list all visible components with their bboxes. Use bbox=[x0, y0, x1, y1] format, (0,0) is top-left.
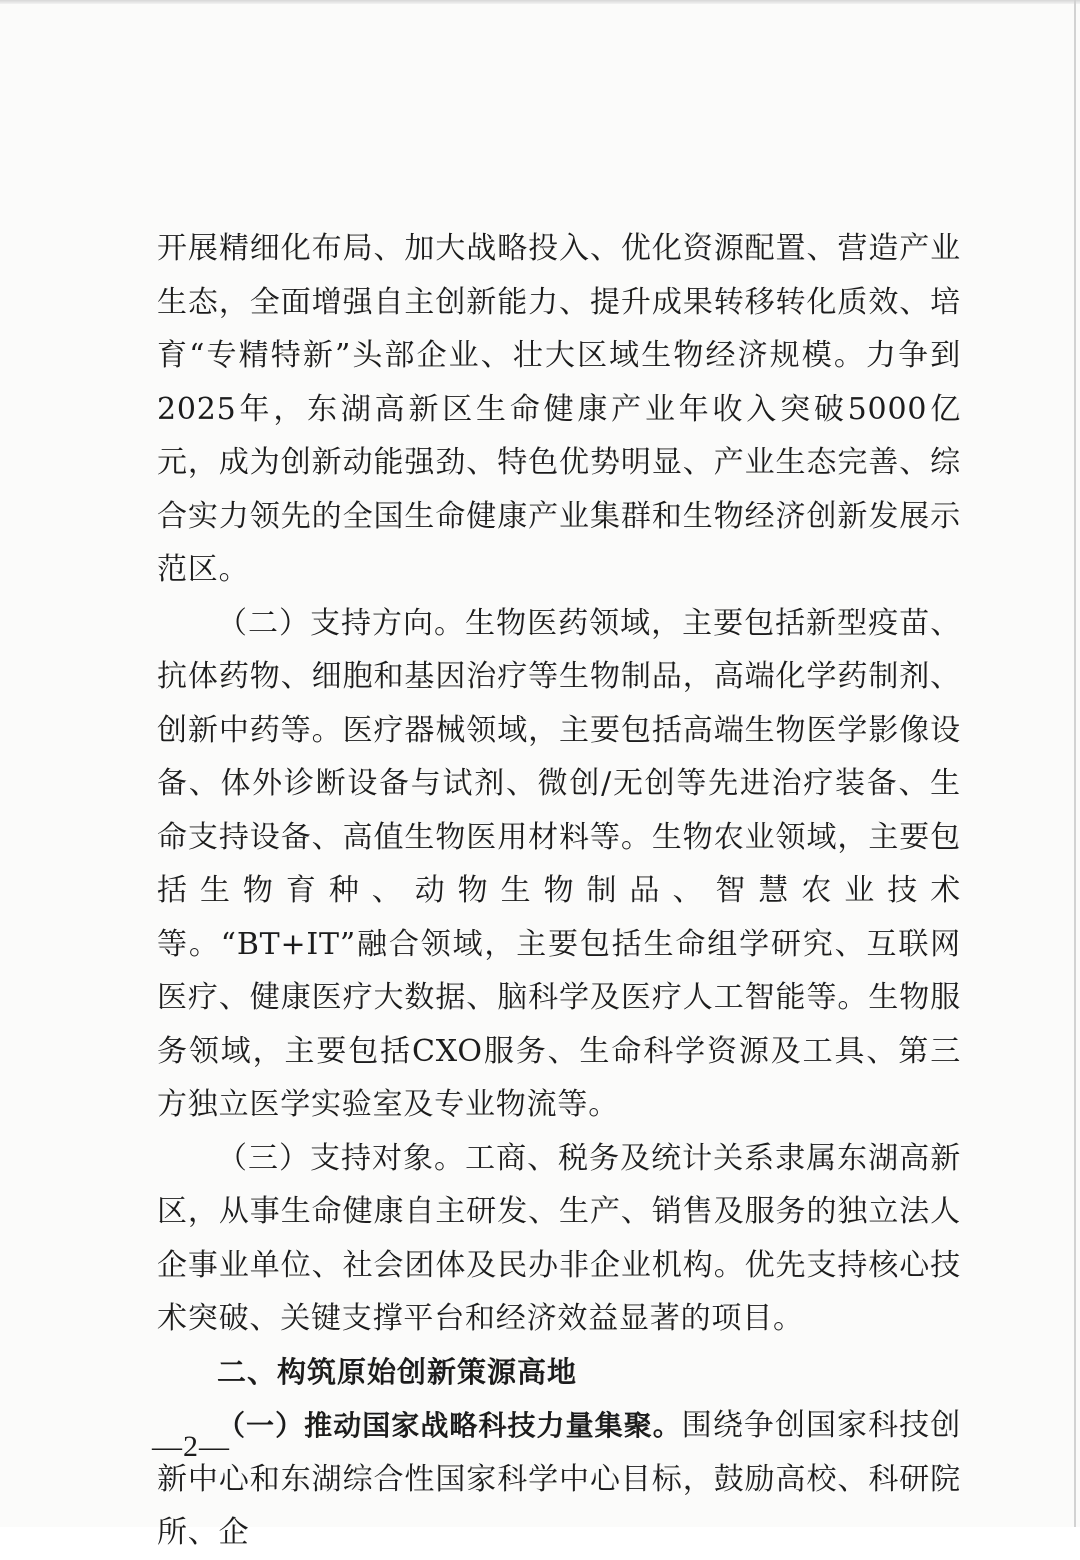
page-number: —2— bbox=[152, 1430, 230, 1463]
section-heading: 二、构筑原始创新策源高地 bbox=[217, 1354, 578, 1389]
scan-top-edge bbox=[0, 0, 1080, 4]
paragraph-2-lead: （二）支持方向。 bbox=[217, 605, 466, 641]
paragraph-2-text: 生物医药领域，主要包括新型疫苗、抗体药物、细胞和基因治疗等生物制品，高端化学药制剂、创新中药等。医疗器械领域，主要包括高端生物医学影像设备、体外诊断设备与试剂、微创/无创等先进治疗装备、生命支持设备、高值生物医用材料等。生物农业领域，主要包括生物育种、动物生物制品、智慧农业技术等。“BT+IT”融合领域，主要包括生命组学研究、互联网医疗、健康医疗大数据、脑科学及医疗人工智能等。生物服务领域，主要包括CXO服务、生命科学资源及工具、第三方独立医学实验室及专业物流等。 bbox=[157, 605, 961, 1122]
body-paragraph-1 bbox=[157, 222, 961, 597]
scan-right-edge bbox=[1074, 0, 1076, 1527]
final-paragraph-lead: （一）推动国家战略科技力量集聚。 bbox=[217, 1409, 682, 1442]
paragraph-3-text: 工商、税务及统计关系隶属东湖高新区，从事生命健康自主研发、生产、销售及服务的独立法人企事业单位、社会团体及民办非企业机构。优先支持核心技术突破、关键支撑平台和经济效益显著的项目。 bbox=[157, 1140, 961, 1336]
paragraph-3-lead: （三）支持对象。 bbox=[217, 1140, 466, 1176]
document-body bbox=[157, 222, 961, 1560]
body-paragraph-support-direction bbox=[157, 597, 961, 1132]
body-paragraph-support-target bbox=[157, 1132, 961, 1346]
paragraph-1-text: 开展精细化布局、加大战略投入、优化资源配置、营造产业生态，全面增强自主创新能力、提升成果转移转化质效、培育“专精特新”头部企业、壮大区域生物经济规模。力争到2025年，东湖高新区生命健康产业年收入突破5000亿元，成为创新动能强劲、特色优势明显、产业生态完善、综合实力领先的全国生命健康产业集群和生物经济创新发展示范区。 bbox=[157, 231, 961, 587]
body-paragraph-final bbox=[157, 1399, 961, 1560]
final-paragraph-text: 围绕争创国家科技创新中心和东湖综合性国家科学中心目标，鼓励高校、科研院所、企 bbox=[157, 1408, 961, 1550]
